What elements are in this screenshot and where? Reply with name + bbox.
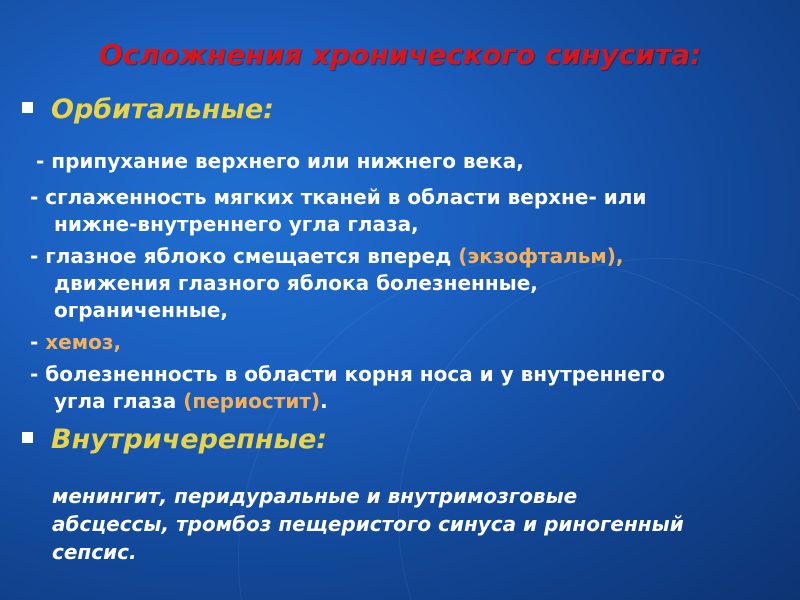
square-bullet-icon [22, 102, 33, 113]
section-heading-intracranial [22, 424, 327, 455]
square-bullet-icon [22, 432, 33, 443]
heading-text: Орбитальные: [51, 94, 274, 125]
list-item: - болезненность в области корня носа и у внутреннего угла глаза (периостит). [30, 362, 665, 413]
list-item: - хемоз, [30, 330, 122, 354]
heading-text: Внутричерепные: [51, 424, 328, 455]
list-item: - глазное яблоко смещается вперед (экзофтальм), движения глазного яблока болезненные, ограниченные, [30, 244, 624, 322]
section-heading-orbital [22, 94, 274, 125]
list-item: - сглаженность мягких тканей в области верхне- или нижне-внутреннего угла глаза, [30, 185, 647, 236]
intracranial-text: менингит, перидуральные и внутримозговые абсцессы, тромбоз пещеристого синуса и риногенный сепсис. [52, 484, 684, 564]
slide-title: Осложнения хронического синусита: [98, 38, 702, 71]
periostitis-highlight: (периостит) [183, 389, 321, 413]
list-item: - припухание верхнего или нижнего века, [36, 149, 524, 173]
exophthalmos-highlight: (экзофтальм), [458, 244, 624, 268]
chemosis-highlight: хемоз, [45, 330, 122, 354]
